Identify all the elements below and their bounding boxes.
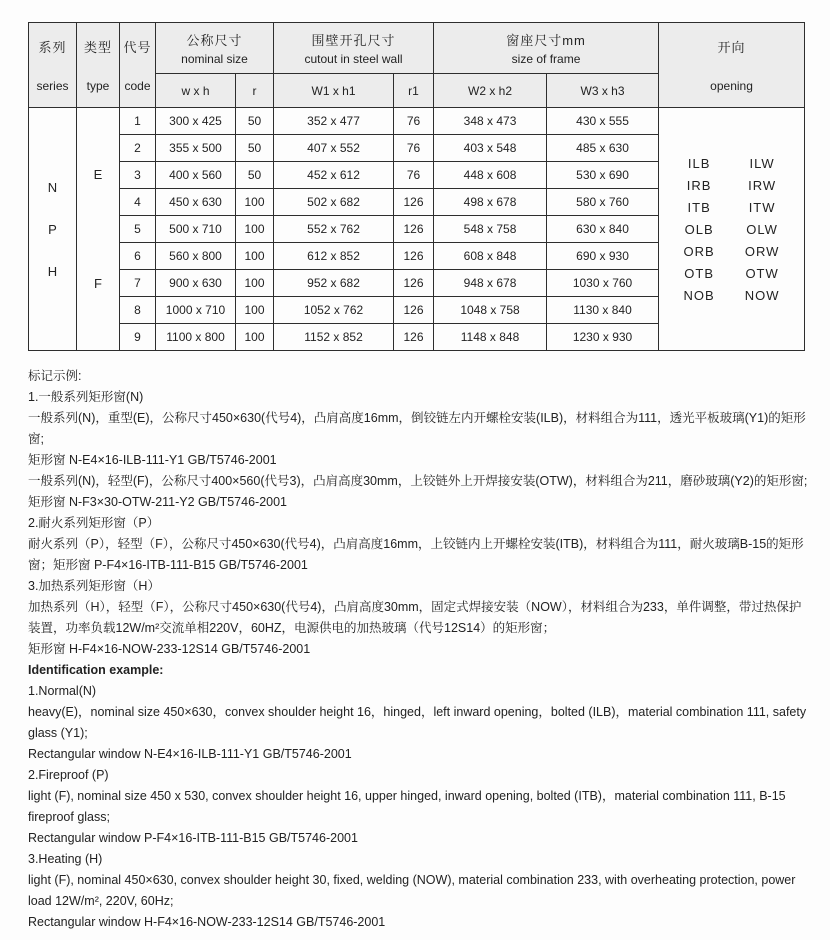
opening-code: OLB (684, 221, 714, 237)
col-header-nominal-zh: 公称尺寸 (186, 33, 243, 48)
cell-w2h2: 403 x 548 (434, 135, 547, 162)
note-line: 2.耐火系列矩形窗（P） (28, 516, 160, 530)
notes-section (28, 366, 810, 933)
cell-w1h1: 552 x 762 (274, 216, 394, 243)
cell-r1: 126 (394, 243, 434, 270)
opening-code: NOB (683, 287, 715, 303)
cell-w1h1: 952 x 682 (274, 270, 394, 297)
cell-r1: 126 (394, 216, 434, 243)
col-header-series (29, 23, 77, 108)
cell-w3h3: 1230 x 930 (547, 324, 659, 351)
cell-code: 4 (120, 189, 156, 216)
cell-r: 100 (236, 297, 274, 324)
cell-w2h2: 348 x 473 (434, 108, 547, 135)
opening-codes-cell (659, 108, 805, 351)
col-header-series-en: series (36, 79, 69, 94)
cell-wh: 1100 x 800 (156, 324, 236, 351)
notes-zh-title: 标记示例: (28, 369, 82, 383)
cell-r: 100 (236, 189, 274, 216)
col-header-frame-zh: 窗座尺寸mm (506, 33, 586, 48)
col-header-nominal-en: nominal size (181, 52, 248, 66)
cell-r: 100 (236, 270, 274, 297)
opening-code: OTB (684, 265, 714, 281)
note-line: 2.Fireproof (P) (28, 768, 109, 782)
cell-w1h1: 502 x 682 (274, 189, 394, 216)
cell-code: 3 (120, 162, 156, 189)
col-header-type-en: type (86, 79, 110, 94)
opening-code: NOW (744, 287, 780, 303)
cell-w2h2: 548 x 758 (434, 216, 547, 243)
col-header-series-zh: 系列 (38, 39, 67, 55)
note-line: Rectangular window H-F4×16-NOW-233-12S14 GB/T5746-2001 (28, 915, 386, 929)
col-header-cutout-zh: 围壁开孔尺寸 (311, 33, 396, 48)
note-line: 1.一般系列矩形窗(N) (28, 390, 144, 404)
subcol-r: r (236, 74, 274, 108)
col-header-code-zh: 代号 (123, 39, 152, 55)
cell-w3h3: 1130 x 840 (547, 297, 659, 324)
cell-wh: 1000 x 710 (156, 297, 236, 324)
cell-r1: 126 (394, 324, 434, 351)
note-line: 矩形窗 N-F3×30-OTW-211-Y2 GB/T5746-2001 (28, 495, 288, 509)
notes-en-title: Identification example: (28, 663, 164, 677)
note-line: 3.加热系列矩形窗（H） (28, 579, 160, 593)
cell-w2h2: 448 x 608 (434, 162, 547, 189)
cell-code: 9 (120, 324, 156, 351)
series-letter-N: N (47, 179, 58, 195)
cell-w3h3: 580 x 760 (547, 189, 659, 216)
cell-w1h1: 612 x 852 (274, 243, 394, 270)
cell-w2h2: 948 x 678 (434, 270, 547, 297)
opening-code: OLW (746, 221, 778, 237)
col-header-nominal-size (156, 23, 274, 74)
cell-w2h2: 608 x 848 (434, 243, 547, 270)
opening-code: ITB (687, 199, 711, 215)
col-header-type-zh: 类型 (83, 39, 112, 55)
col-header-code (120, 23, 156, 108)
cell-w1h1: 1152 x 852 (274, 324, 394, 351)
col-header-cutout (274, 23, 434, 74)
cell-w1h1: 352 x 477 (274, 108, 394, 135)
cell-w3h3: 690 x 930 (547, 243, 659, 270)
col-header-type (77, 23, 120, 108)
series-letter-H: H (47, 263, 58, 279)
note-line: 矩形窗 H-F4×16-NOW-233-12S14 GB/T5746-2001 (28, 642, 311, 656)
note-line: Rectangular window P-F4×16-ITB-111-B15 GB/T5746-2001 (28, 831, 358, 845)
type-cell (77, 108, 120, 351)
opening-code: ILW (749, 155, 775, 171)
cell-code: 1 (120, 108, 156, 135)
type-letter-E: E (93, 167, 103, 182)
cell-w2h2: 1148 x 848 (434, 324, 547, 351)
subcol-wh: w x h (156, 74, 236, 108)
opening-code: IRB (686, 177, 712, 193)
col-header-opening (659, 23, 805, 108)
opening-code: OTW (745, 265, 779, 281)
cell-wh: 560 x 800 (156, 243, 236, 270)
cell-wh: 450 x 630 (156, 189, 236, 216)
cell-wh: 500 x 710 (156, 216, 236, 243)
cell-r: 100 (236, 216, 274, 243)
cell-r1: 126 (394, 297, 434, 324)
cell-r1: 126 (394, 189, 434, 216)
subcol-w3h3: W3 x h3 (547, 74, 659, 108)
note-line: 3.Heating (H) (28, 852, 103, 866)
col-header-frame-size (434, 23, 659, 74)
cell-r: 50 (236, 162, 274, 189)
cell-w2h2: 498 x 678 (434, 189, 547, 216)
cell-w3h3: 485 x 630 (547, 135, 659, 162)
cell-code: 7 (120, 270, 156, 297)
note-line: Rectangular window N-E4×16-ILB-111-Y1 GB/T5746-2001 (28, 747, 352, 761)
table-row (29, 108, 805, 135)
cell-code: 5 (120, 216, 156, 243)
cell-r: 100 (236, 324, 274, 351)
header-row-groups (29, 23, 805, 74)
opening-code: IRW (748, 177, 777, 193)
cell-wh: 355 x 500 (156, 135, 236, 162)
cell-w3h3: 530 x 690 (547, 162, 659, 189)
col-header-opening-en: opening (710, 79, 753, 94)
cell-wh: 400 x 560 (156, 162, 236, 189)
col-header-code-en: code (124, 79, 151, 94)
note-line: heavy(E)，nominal size 450×630，convex shoulder height 16，hinged，left inward opening，bolted (ILB)，material combination 111, safety glass (Y1); (28, 705, 807, 740)
series-letter-P: P (48, 221, 57, 237)
note-line: light (F), nominal 450×630, convex shoulder height 30, fixed, welding (NOW), material combination 233, with overheating protection, power load 12W/m², 220V, 60Hz; (28, 873, 796, 908)
cell-r1: 126 (394, 270, 434, 297)
cell-code: 8 (120, 297, 156, 324)
col-header-frame-en: size of frame (511, 52, 581, 66)
col-header-opening-zh: 开向 (717, 39, 746, 55)
note-line: 加热系列（H），轻型（F），公称尺寸450×630(代号4)，凸肩高度30mm，固定式焊接安装（NOW），材料组合为233，单件调整，带过热保护装置，功率负载12W/m²交流单相220V，60HZ，电源供电的加热玻璃（代号12S14）的矩形窗； (28, 600, 802, 635)
series-cell (29, 108, 77, 351)
cell-w2h2: 1048 x 758 (434, 297, 547, 324)
cell-code: 6 (120, 243, 156, 270)
note-line: light (F), nominal size 450 x 530, convex shoulder height 16, upper hinged, inward opening, bolted (ITB)，material combination 111, B-15 fireproof glass; (28, 789, 786, 824)
cell-w1h1: 407 x 552 (274, 135, 394, 162)
subcol-w1h1: W1 x h1 (274, 74, 394, 108)
cell-r: 50 (236, 135, 274, 162)
type-letter-F: F (94, 276, 102, 291)
cell-w3h3: 1030 x 760 (547, 270, 659, 297)
opening-code: ITW (748, 199, 776, 215)
note-line: 矩形窗 N-E4×16-ILB-111-Y1 GB/T5746-2001 (28, 453, 277, 467)
subcol-r1: r1 (394, 74, 434, 108)
opening-code: ORW (744, 243, 780, 259)
cell-r1: 76 (394, 108, 434, 135)
cell-wh: 300 x 425 (156, 108, 236, 135)
note-line: 1.Normal(N) (28, 684, 97, 698)
col-header-cutout-en: cutout in steel wall (304, 52, 403, 66)
cell-r1: 76 (394, 135, 434, 162)
cell-r: 100 (236, 243, 274, 270)
opening-code: ILB (687, 155, 711, 171)
note-line: 一般系列(N)，轻型(F)，公称尺寸400×560(代号3)，凸肩高度30mm，上铰链外上开焊接安装(OTW)，材料组合为211，磨砂玻璃(Y2)的矩形窗; (28, 474, 808, 488)
cell-w1h1: 1052 x 762 (274, 297, 394, 324)
cell-r: 50 (236, 108, 274, 135)
cell-w3h3: 630 x 840 (547, 216, 659, 243)
note-line: 一般系列(N)，重型(E)，公称尺寸450×630(代号4)，凸肩高度16mm，倒铰链左内开螺栓安装(ILB)，材料组合为111，透光平板玻璃(Y1)的矩形窗; (28, 411, 806, 446)
subcol-w2h2: W2 x h2 (434, 74, 547, 108)
cell-w1h1: 452 x 612 (274, 162, 394, 189)
cell-wh: 900 x 630 (156, 270, 236, 297)
cell-r1: 76 (394, 162, 434, 189)
cell-code: 2 (120, 135, 156, 162)
window-spec-table (28, 22, 805, 351)
opening-code: ORB (683, 243, 715, 259)
cell-w3h3: 430 x 555 (547, 108, 659, 135)
note-line: 耐火系列（P），轻型（F），公称尺寸450×630(代号4)，凸肩高度16mm，上铰链内上开螺栓安装(ITB)，材料组合为111，耐火玻璃B-15的矩形窗；矩形窗 P-F4×16-ITB-111-B15 GB/T5746-2001 (28, 537, 804, 572)
